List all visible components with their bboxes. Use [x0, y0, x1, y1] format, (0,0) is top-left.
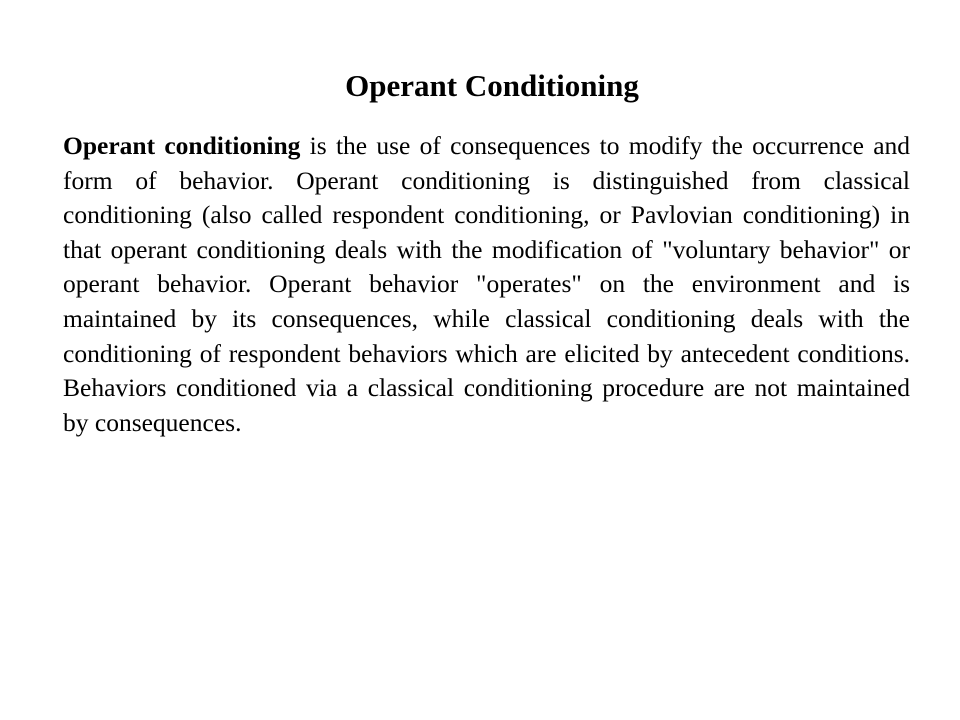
body-paragraph	[63, 129, 910, 440]
slide-title: Operant Conditioning	[345, 68, 639, 103]
lead-term: Operant conditioning	[63, 131, 301, 160]
paragraph-text: is the use of consequences to modify the occurrence and form of behavior. Operant conditioning is distinguished from classical conditioning (also called respondent conditioning, or Pavlovian conditioning) in that operant conditioning deals with the modification of "voluntary behavior" or operant behavior. Operant behavior "operates" on the environment and is maintained by its consequences, while classical conditioning deals with the conditioning of respondent behaviors which are elicited by antecedent conditions. Behaviors conditioned via a classical conditioning procedure are not maintained by consequences.	[63, 131, 911, 437]
